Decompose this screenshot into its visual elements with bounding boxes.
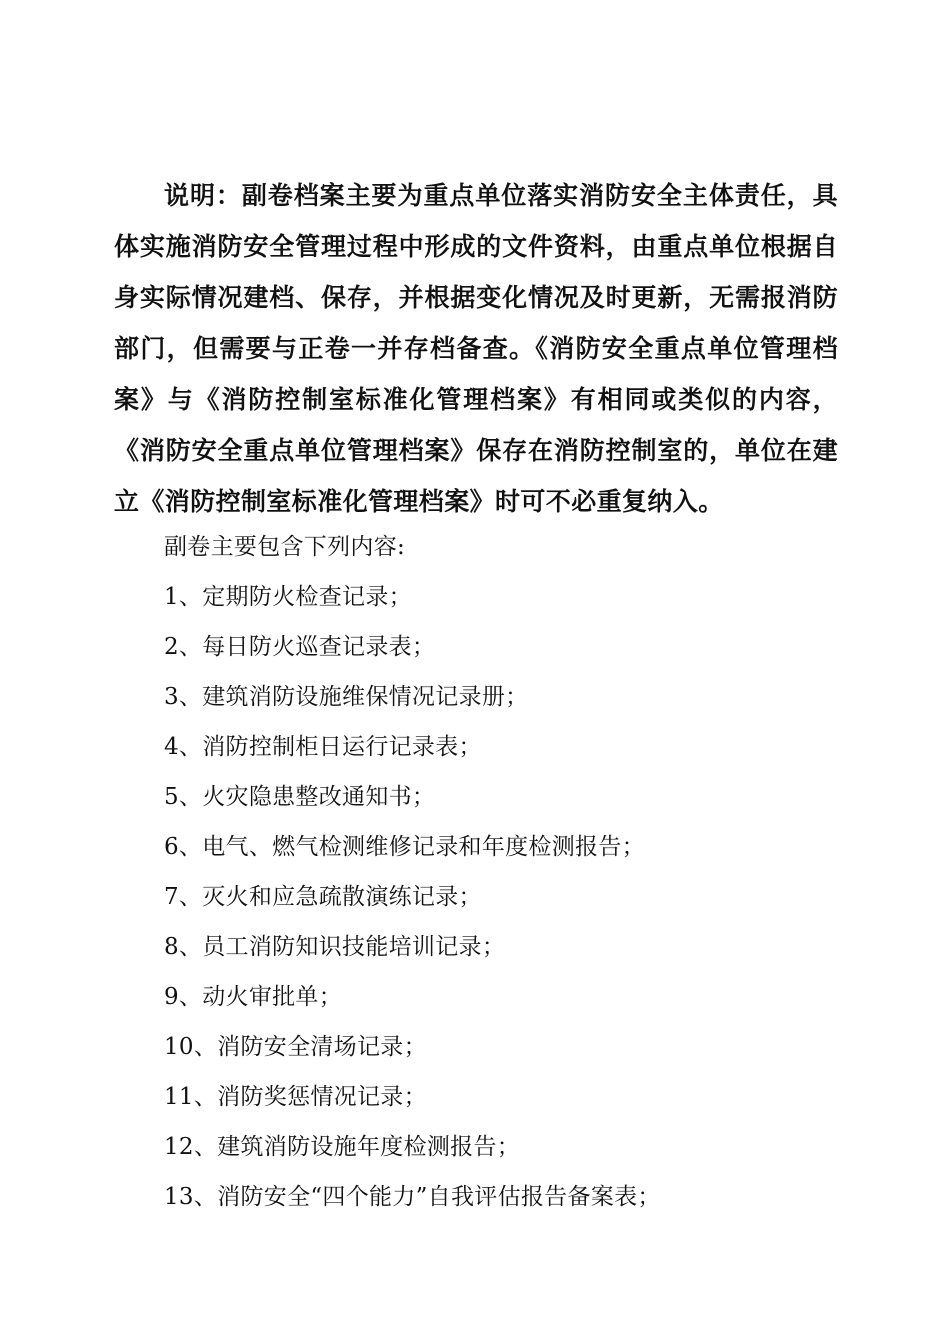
list-item: 6、电气、燃气检测维修记录和年度检测报告；	[164, 834, 645, 860]
list-heading: 副卷主要包含下列内容:	[164, 534, 406, 560]
contents-list	[164, 522, 864, 1222]
list-item: 7、灭火和应急疏散演练记录；	[164, 884, 482, 910]
list-item: 12、建筑消防设施年度检测报告；	[164, 1134, 521, 1160]
list-item: 1、定期防火检查记录；	[164, 584, 412, 610]
list-item: 4、消防控制柜日运行记录表；	[164, 734, 482, 760]
list-item: 3、建筑消防设施维保情况记录册；	[164, 684, 529, 710]
list-item: 13、消防安全“四个能力”自我评估报告备案表；	[164, 1184, 661, 1210]
list-item: 5、火灾隐患整改通知书；	[164, 784, 436, 810]
list-item: 2、每日防火巡查记录表；	[164, 634, 436, 660]
intro-paragraph: 说明：副卷档案主要为重点单位落实消防安全主体责任，具体实施消防安全管理过程中形成的文件资料，由重点单位根据自身实际情况建档、保存，并根据变化情况及时更新，无需报消防部门，但需要与正卷一并存档备查。《消防安全重点单位管理档案》与《消防控制室标准化管理档案》有相同或类似的内容，《消防安全重点单位管理档案》保存在消防控制室的，单位在建立《消防控制室标准化管理档案》时可不必重复纳入。	[114, 181, 838, 516]
list-item: 10、消防安全清场记录；	[164, 1034, 427, 1060]
list-item: 11、消防奖惩情况记录；	[164, 1084, 427, 1110]
list-item: 8、员工消防知识技能培训记录；	[164, 934, 506, 960]
list-item: 9、动火审批单；	[164, 984, 343, 1010]
